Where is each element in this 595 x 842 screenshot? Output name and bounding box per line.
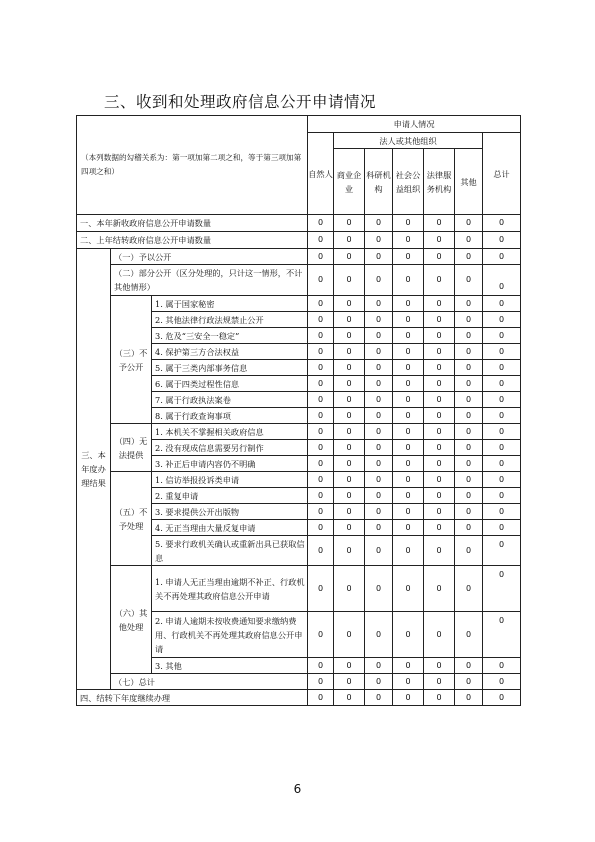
value-cell: 0 — [483, 232, 521, 249]
value-cell: 0 — [424, 376, 455, 392]
value-cell: 0 — [334, 392, 365, 408]
value-cell: 0 — [393, 344, 424, 360]
value-cell: 0 — [365, 504, 393, 520]
value-cell: 0 — [308, 376, 334, 392]
row-label: 3. 危及“三安全一稳定” — [152, 328, 308, 344]
value-cell: 0 — [365, 440, 393, 456]
value-cell: 0 — [424, 392, 455, 408]
row-label: 6. 属于四类过程性信息 — [152, 376, 308, 392]
value-cell: 0 — [424, 440, 455, 456]
value-cell: 0 — [483, 392, 521, 408]
group-label-results: 三、本年度办理结果 — [77, 249, 111, 690]
col-header-research: 科研机构 — [365, 149, 393, 215]
value-cell: 0 — [334, 456, 365, 472]
row-label: 二、上年结转政府信息公开申请数量 — [77, 232, 308, 249]
value-cell: 0 — [393, 328, 424, 344]
value-cell: 0 — [334, 408, 365, 424]
value-cell: 0 — [308, 612, 334, 658]
value-cell: 0 — [334, 328, 365, 344]
value-cell: 0 — [483, 360, 521, 376]
value-cell: 0 — [483, 536, 521, 566]
table-row — [77, 566, 521, 612]
value-cell: 0 — [365, 536, 393, 566]
row-label: 7. 属于行政执法案卷 — [152, 392, 308, 408]
value-cell: 0 — [365, 520, 393, 536]
value-cell: 0 — [483, 376, 521, 392]
value-cell: 0 — [483, 612, 521, 658]
value-cell: 0 — [308, 408, 334, 424]
value-cell: 0 — [365, 376, 393, 392]
value-cell: 0 — [334, 472, 365, 488]
table-row — [77, 296, 521, 312]
value-cell: 0 — [455, 215, 483, 232]
subgroup-label: （五）不予处理 — [111, 472, 152, 566]
value-cell: 0 — [424, 536, 455, 566]
value-cell: 0 — [334, 612, 365, 658]
row-label: 一、本年新收政府信息公开申请数量 — [77, 215, 308, 232]
value-cell: 0 — [365, 566, 393, 612]
value-cell: 0 — [393, 312, 424, 328]
row-label: 5. 要求行政机关确认或重新出具已获取信息 — [152, 536, 308, 566]
value-cell: 0 — [393, 249, 424, 265]
value-cell: 0 — [424, 504, 455, 520]
value-cell: 0 — [365, 488, 393, 504]
value-cell: 0 — [308, 690, 334, 706]
info-disclosure-table — [76, 115, 521, 706]
value-cell: 0 — [334, 376, 365, 392]
value-cell: 0 — [483, 504, 521, 520]
row-label: （一）予以公开 — [111, 249, 308, 265]
value-cell: 0 — [393, 408, 424, 424]
value-cell: 0 — [455, 408, 483, 424]
value-cell: 0 — [365, 249, 393, 265]
value-cell: 0 — [393, 520, 424, 536]
value-cell: 0 — [455, 344, 483, 360]
value-cell: 0 — [424, 296, 455, 312]
value-cell: 0 — [334, 658, 365, 674]
value-cell: 0 — [455, 312, 483, 328]
value-cell: 0 — [455, 520, 483, 536]
value-cell: 0 — [455, 536, 483, 566]
value-cell: 0 — [308, 296, 334, 312]
row-label: 四、结转下年度继续办理 — [77, 690, 308, 706]
value-cell: 0 — [424, 658, 455, 674]
value-cell: 0 — [455, 658, 483, 674]
value-cell: 0 — [455, 472, 483, 488]
row-label: 3. 补正后申请内容仍不明确 — [152, 456, 308, 472]
value-cell: 0 — [393, 232, 424, 249]
value-cell: 0 — [393, 296, 424, 312]
col-header-other: 其他 — [455, 149, 483, 215]
value-cell: 0 — [455, 265, 483, 296]
value-cell: 0 — [424, 360, 455, 376]
value-cell: 0 — [455, 376, 483, 392]
value-cell: 0 — [483, 440, 521, 456]
value-cell: 0 — [308, 504, 334, 520]
value-cell: 0 — [334, 215, 365, 232]
value-cell: 0 — [424, 488, 455, 504]
value-cell: 0 — [483, 424, 521, 440]
row-label: 2. 重复申请 — [152, 488, 308, 504]
value-cell: 0 — [424, 612, 455, 658]
value-cell: 0 — [424, 232, 455, 249]
value-cell: 0 — [308, 265, 334, 296]
col-header-legal-service: 法律服务机构 — [424, 149, 455, 215]
value-cell: 0 — [455, 249, 483, 265]
value-cell: 0 — [455, 440, 483, 456]
value-cell: 0 — [334, 520, 365, 536]
row-label: 3. 要求提供公开出版物 — [152, 504, 308, 520]
value-cell: 0 — [424, 312, 455, 328]
value-cell: 0 — [365, 424, 393, 440]
value-cell: 0 — [483, 690, 521, 706]
value-cell: 0 — [308, 456, 334, 472]
value-cell: 0 — [424, 328, 455, 344]
value-cell: 0 — [365, 690, 393, 706]
value-cell: 0 — [455, 690, 483, 706]
value-cell: 0 — [365, 296, 393, 312]
value-cell: 0 — [308, 536, 334, 566]
table-row — [77, 690, 521, 706]
col-header-business: 商业企业 — [334, 149, 365, 215]
value-cell: 0 — [308, 232, 334, 249]
value-cell: 0 — [334, 265, 365, 296]
value-cell: 0 — [455, 296, 483, 312]
legal-entity-header: 法人或其他组织 — [334, 133, 483, 149]
value-cell: 0 — [334, 424, 365, 440]
value-cell: 0 — [393, 440, 424, 456]
value-cell: 0 — [308, 328, 334, 344]
value-cell: 0 — [483, 472, 521, 488]
value-cell: 0 — [424, 520, 455, 536]
value-cell: 0 — [393, 392, 424, 408]
value-cell: 0 — [365, 408, 393, 424]
value-cell: 0 — [424, 690, 455, 706]
value-cell: 0 — [334, 566, 365, 612]
value-cell: 0 — [455, 232, 483, 249]
value-cell: 0 — [365, 312, 393, 328]
table-row — [77, 232, 521, 249]
row-label: 2. 申请人逾期未按收费通知要求缴纳费用、行政机关不再处理其政府信息公开申请 — [152, 612, 308, 658]
row-label: 4. 保护第三方合法权益 — [152, 344, 308, 360]
value-cell: 0 — [483, 312, 521, 328]
value-cell: 0 — [393, 612, 424, 658]
value-cell: 0 — [308, 658, 334, 674]
subgroup-label: （三）不予公开 — [111, 296, 152, 424]
value-cell: 0 — [334, 296, 365, 312]
value-cell: 0 — [393, 658, 424, 674]
value-cell: 0 — [365, 232, 393, 249]
value-cell: 0 — [365, 265, 393, 296]
value-cell: 0 — [455, 392, 483, 408]
value-cell: 0 — [483, 566, 521, 612]
value-cell: 0 — [308, 440, 334, 456]
value-cell: 0 — [455, 674, 483, 690]
value-cell: 0 — [308, 360, 334, 376]
value-cell: 0 — [455, 456, 483, 472]
value-cell: 0 — [483, 249, 521, 265]
table-row — [77, 674, 521, 690]
value-cell: 0 — [483, 328, 521, 344]
value-cell: 0 — [334, 312, 365, 328]
page-number: 6 — [293, 782, 302, 796]
subgroup-label: （四）无法提供 — [111, 424, 152, 472]
value-cell: 0 — [365, 612, 393, 658]
value-cell: 0 — [483, 344, 521, 360]
value-cell: 0 — [455, 504, 483, 520]
value-cell: 0 — [365, 472, 393, 488]
value-cell: 0 — [455, 612, 483, 658]
value-cell: 0 — [455, 360, 483, 376]
value-cell: 0 — [424, 566, 455, 612]
row-label: 8. 属于行政查询事项 — [152, 408, 308, 424]
value-cell: 0 — [393, 424, 424, 440]
column-note: （本列数据的勾稽关系为：第一项加第二项之和，等于第三项加第四项之和） — [77, 116, 308, 215]
row-label: 1. 申请人无正当理由逾期不补正、行政机关不再处理其政府信息公开申请 — [152, 566, 308, 612]
value-cell: 0 — [424, 424, 455, 440]
value-cell: 0 — [308, 566, 334, 612]
subgroup-label: （六）其他处理 — [111, 566, 152, 674]
value-cell: 0 — [308, 215, 334, 232]
value-cell: 0 — [393, 488, 424, 504]
value-cell: 0 — [393, 265, 424, 296]
value-cell: 0 — [365, 658, 393, 674]
table-row — [77, 249, 521, 265]
value-cell: 0 — [455, 488, 483, 504]
value-cell: 0 — [424, 265, 455, 296]
row-label: 1. 本机关不掌握相关政府信息 — [152, 424, 308, 440]
value-cell: 0 — [308, 488, 334, 504]
value-cell: 0 — [393, 566, 424, 612]
table-row — [77, 215, 521, 232]
value-cell: 0 — [483, 674, 521, 690]
value-cell: 0 — [424, 215, 455, 232]
table-row — [77, 265, 521, 296]
value-cell: 0 — [365, 392, 393, 408]
row-label: 5. 属于三类内部事务信息 — [152, 360, 308, 376]
value-cell: 0 — [308, 312, 334, 328]
value-cell: 0 — [365, 674, 393, 690]
value-cell: 0 — [308, 392, 334, 408]
value-cell: 0 — [393, 360, 424, 376]
value-cell: 0 — [308, 520, 334, 536]
value-cell: 0 — [424, 249, 455, 265]
section-title: 三、收到和处理政府信息公开申请情况 — [104, 93, 377, 111]
value-cell: 0 — [393, 674, 424, 690]
value-cell: 0 — [334, 232, 365, 249]
value-cell: 0 — [308, 249, 334, 265]
applicant-header: 申请人情况 — [308, 116, 521, 133]
row-label: 1. 属于国家秘密 — [152, 296, 308, 312]
value-cell: 0 — [393, 456, 424, 472]
row-label: 4. 无正当理由大量反复申请 — [152, 520, 308, 536]
value-cell: 0 — [334, 249, 365, 265]
value-cell: 0 — [308, 674, 334, 690]
value-cell: 0 — [365, 360, 393, 376]
value-cell: 0 — [393, 690, 424, 706]
col-header-public-welfare: 社会公益组织 — [393, 149, 424, 215]
value-cell: 0 — [483, 215, 521, 232]
value-cell: 0 — [334, 360, 365, 376]
row-label: 2. 其他法律行政法规禁止公开 — [152, 312, 308, 328]
value-cell: 0 — [365, 456, 393, 472]
row-label: 3. 其他 — [152, 658, 308, 674]
value-cell: 0 — [483, 488, 521, 504]
value-cell: 0 — [483, 408, 521, 424]
value-cell: 0 — [308, 472, 334, 488]
value-cell: 0 — [455, 424, 483, 440]
value-cell: 0 — [365, 328, 393, 344]
value-cell: 0 — [334, 674, 365, 690]
value-cell: 0 — [334, 344, 365, 360]
value-cell: 0 — [334, 488, 365, 504]
value-cell: 0 — [334, 440, 365, 456]
value-cell: 0 — [308, 344, 334, 360]
col-header-total: 总计 — [483, 133, 521, 215]
table-row — [77, 472, 521, 488]
table-row — [77, 424, 521, 440]
value-cell: 0 — [334, 504, 365, 520]
value-cell: 0 — [393, 215, 424, 232]
value-cell: 0 — [424, 456, 455, 472]
value-cell: 0 — [393, 376, 424, 392]
value-cell: 0 — [483, 296, 521, 312]
value-cell: 0 — [424, 472, 455, 488]
value-cell: 0 — [455, 566, 483, 612]
value-cell: 0 — [424, 674, 455, 690]
col-header-natural-person: 自然人 — [308, 133, 334, 215]
value-cell: 0 — [393, 504, 424, 520]
value-cell: 0 — [365, 344, 393, 360]
table-body — [77, 116, 521, 706]
value-cell: 0 — [334, 536, 365, 566]
value-cell: 0 — [483, 456, 521, 472]
value-cell: 0 — [334, 690, 365, 706]
value-cell: 0 — [483, 265, 521, 296]
value-cell: 0 — [365, 215, 393, 232]
value-cell: 0 — [393, 536, 424, 566]
value-cell: 0 — [424, 408, 455, 424]
value-cell: 0 — [308, 424, 334, 440]
row-label: （二）部分公开（区分处理的，只计这一情形，不计其他情形） — [111, 265, 308, 296]
value-cell: 0 — [393, 472, 424, 488]
row-label: （七）总计 — [111, 674, 308, 690]
value-cell: 0 — [455, 328, 483, 344]
value-cell: 0 — [483, 520, 521, 536]
value-cell: 0 — [424, 344, 455, 360]
row-label: 1. 信访举报投诉类申请 — [152, 472, 308, 488]
row-label: 2. 没有现成信息需要另行制作 — [152, 440, 308, 456]
value-cell: 0 — [483, 658, 521, 674]
